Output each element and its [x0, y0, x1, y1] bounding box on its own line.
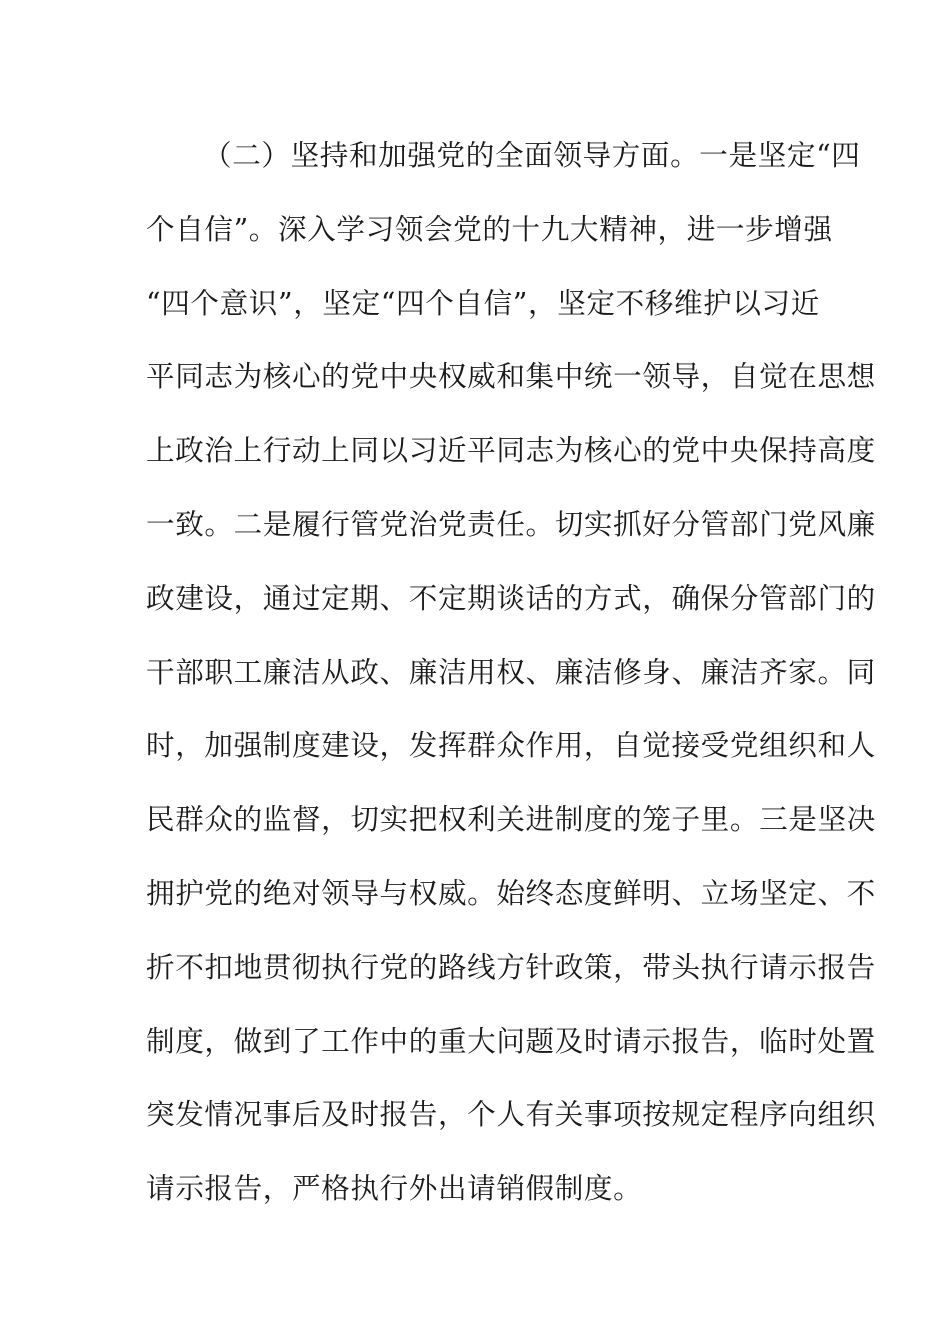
paragraph-line: 折不扣地贯彻执行党的路线方针政策，带头执行请示报告	[146, 949, 876, 984]
body-paragraph	[146, 125, 876, 1232]
paragraph-line: 拥护党的绝对领导与权威。始终态度鲜明、立场坚定、不	[146, 875, 876, 910]
paragraph-line: 个自信”。深入学习领会党的十九大精神，进一步增强	[146, 211, 833, 246]
paragraph-line: 制度，做到了工作中的重大问题及时请示报告，临时处置	[146, 1023, 876, 1058]
paragraph-line: 一致。二是履行管党治党责任。切实抓好分管部门党风廉	[146, 506, 876, 541]
paragraph-line: 请示报告，严格执行外出请销假制度。	[146, 1171, 643, 1206]
paragraph-line: 政建设，通过定期、不定期谈话的方式，确保分管部门的	[146, 580, 876, 615]
paragraph-line: 平同志为核心的党中央权威和集中统一领导，自觉在思想	[146, 359, 876, 394]
paragraph-line: “四个意识”，坚定“四个自信”，坚定不移维护以习近	[146, 285, 820, 320]
paragraph-line: 民群众的监督，切实把权利关进制度的笼子里。三是坚决	[146, 802, 876, 837]
paragraph-line: 时，加强制度建设，发挥群众作用，自觉接受党组织和人	[146, 728, 876, 763]
paragraph-line: （二）坚持和加强党的全面领导方面。一是坚定“四	[203, 138, 861, 172]
paragraph-line: 干部职工廉洁从政、廉洁用权、廉洁修身、廉洁齐家。同	[146, 654, 876, 689]
paragraph-line: 上政治上行动上同以习近平同志为核心的党中央保持高度	[146, 433, 876, 468]
paragraph-line: 突发情况事后及时报告，个人有关事项按规定程序向组织	[146, 1097, 876, 1132]
